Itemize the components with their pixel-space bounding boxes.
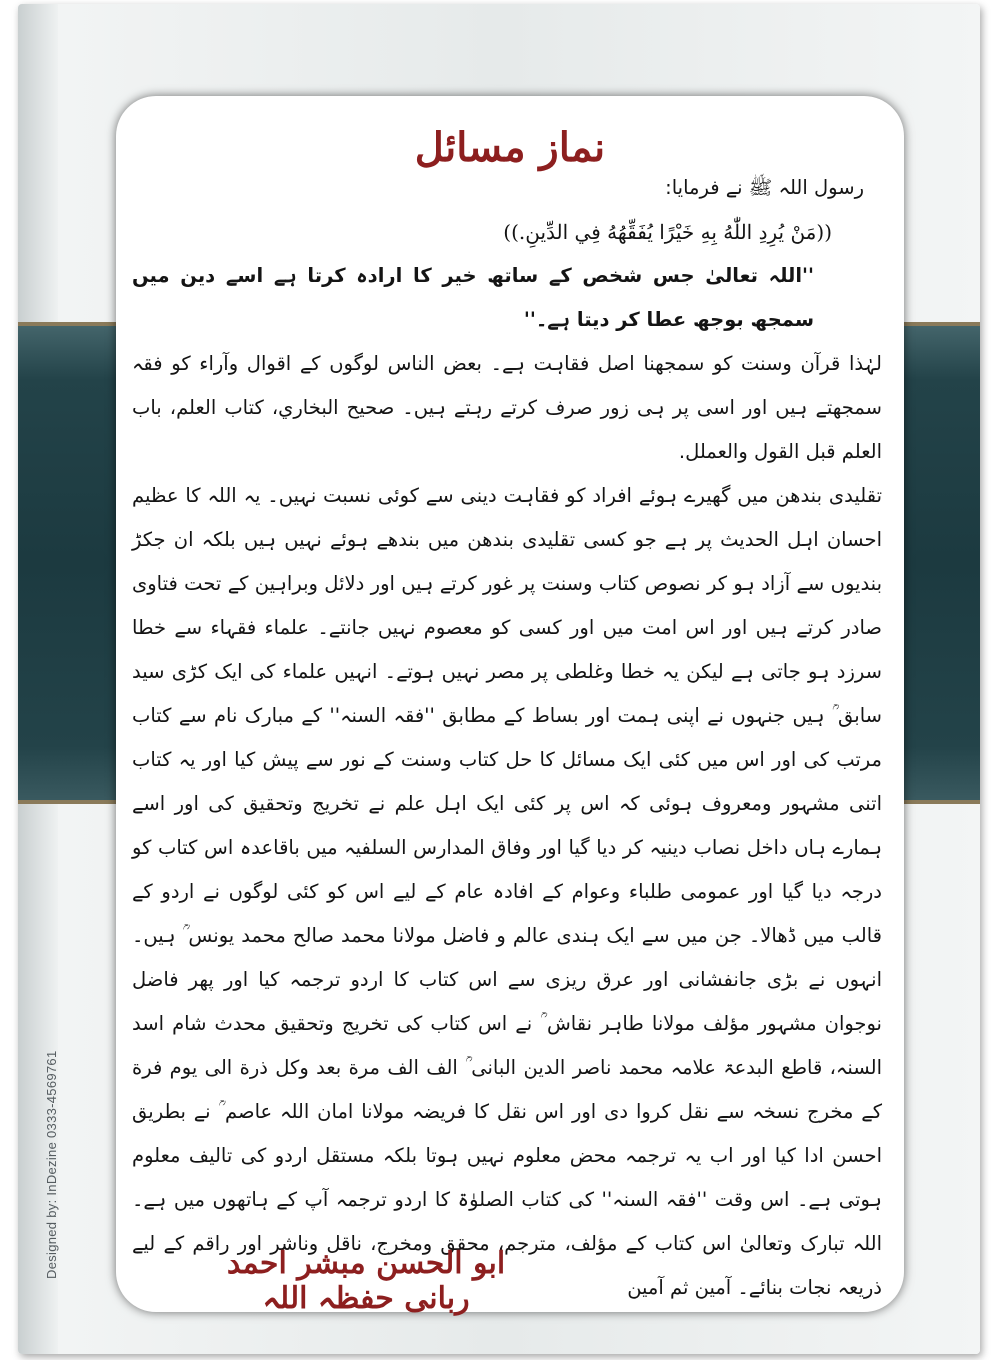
intro-line: رسول اللہ ﷺ نے فرمایا: — [665, 176, 864, 199]
text-card — [116, 96, 904, 1316]
book-cover — [18, 4, 980, 1354]
hadith-translation: ''اللہ تعالیٰ جس شخص کے ساتھ خیر کا ارادہ کرتا ہے اسے دین میں سمجھ بوجھ عطا کر دیتا ہے۔'' — [132, 264, 814, 331]
designer-credit: Designed by: InDezine 0333-4569761 — [44, 1050, 59, 1279]
paragraph-2: تقلیدی بندھن میں گھیرے ہوئے افراد کو فقاہت دینی سے کوئی نسبت نہیں۔ یہ اللہ کا عظیم احسان اہل الحدیث پر ہے جو کسی تقلیدی بندھن میں بندھے ہوئے نہیں ہیں بلکہ ان جکڑ بندیوں سے آزاد ہو کر نصوص کتاب وسنت پر غور کرتے ہیں اور دلائل وبراہین کے تحت فتاوی صادر کرتے ہیں اور اس امت میں اور کسی کو معصوم نہیں جانتے۔ علماء فقہاء سے خطا سرزد ہو جاتی ہے لیکن یہ خطا وغلطی پر مصر نہیں ہوتے۔ انہیں علماء کی ایک کڑی سید سابق ؒ ہیں جنہوں نے اپنی ہمت اور بساط کے مطابق ''فقہ السنہ'' کے مبارک نام سے کتاب مرتب کی اور اس میں کئی ایک مسائل کا حل کتاب وسنت کے نور سے پیش کیا اور یہ کتاب اتنی مشہور ومعروف ہوئی کہ اس پر کئی ایک اہل علم نے تخریج وتحقیق کی اور اسے ہمارے ہاں داخل نصاب دینیہ کر دیا گیا اور وفاق المدارس السلفیہ میں باقاعدہ اس کتاب کو درجہ دیا گیا اور عمومی طلباء وعوام کے افادہ عام کے لیے اس کو کئی لوگوں نے اردو کے قالب میں ڈھالا۔ جن میں سے ایک ہندی عالم و فاضل مولانا محمد صالح محمد یونس ؒ ہیں۔ انہوں نے بڑی جانفشانی اور عرق ریزی سے اس کتاب کا اردو ترجمہ کیا اور پھر فاضل نوجوان مشہور مؤلف مولانا طاہر نقاش ؒ نے اس کتاب کی تخریج وتحقیق محدث شام اسد السنہ، قاطع البدعۃ علامہ محمد ناصر الدین البانی ؒ الف الف مرة بعد وكل ذرة الى يوم فرة کے مخرج نسخہ سے نقل کروا دی اور اس نقل کا فریضہ مولانا امان اللہ عاصم ؒ نے بطریق احسن ادا کیا اور اب یہ ترجمہ محض معلوم نہیں ہوتا بلکہ مستقل اردو کی تالیف معلوم ہوتی ہے۔ اس وقت ''فقہ السنہ'' کی کتاب الصلوٰۃ کا اردو ترجمہ آپ کے ہاتھوں میں ہے۔ اللہ تبارک وتعالیٰ اس کتاب کے مؤلف، مترجم، محقق ومخرج، ناقل وناشر اور راقم کے لیے ذریعہ نجات بنائے۔ آمین ثم آمین — [132, 484, 882, 1299]
page-title: نماز مسائل — [414, 124, 606, 171]
author-signature: ابو الحسن مبشر احمد ربانی حفظہ اللہ — [226, 1246, 506, 1316]
hadith-arabic: ((مَنْ يُرِدِ اللّٰهُ بِهِ خَيْرًا يُفَقِّهُهُ فِي الدِّينِ.)) — [503, 220, 832, 244]
body-text — [132, 166, 882, 1310]
paragraph-1: لہٰذا قرآن وسنت کو سمجھنا اصل فقاہت ہے۔ بعض الناس لوگوں کے اقوال وآراء کو فقہ سمجھتے ہیں اور اسی پر ہی زور صرف کرتے رہتے ہیں۔ صحيح البخاري، كتاب العلم، باب العلم قبل القول والعملل. — [132, 352, 882, 463]
